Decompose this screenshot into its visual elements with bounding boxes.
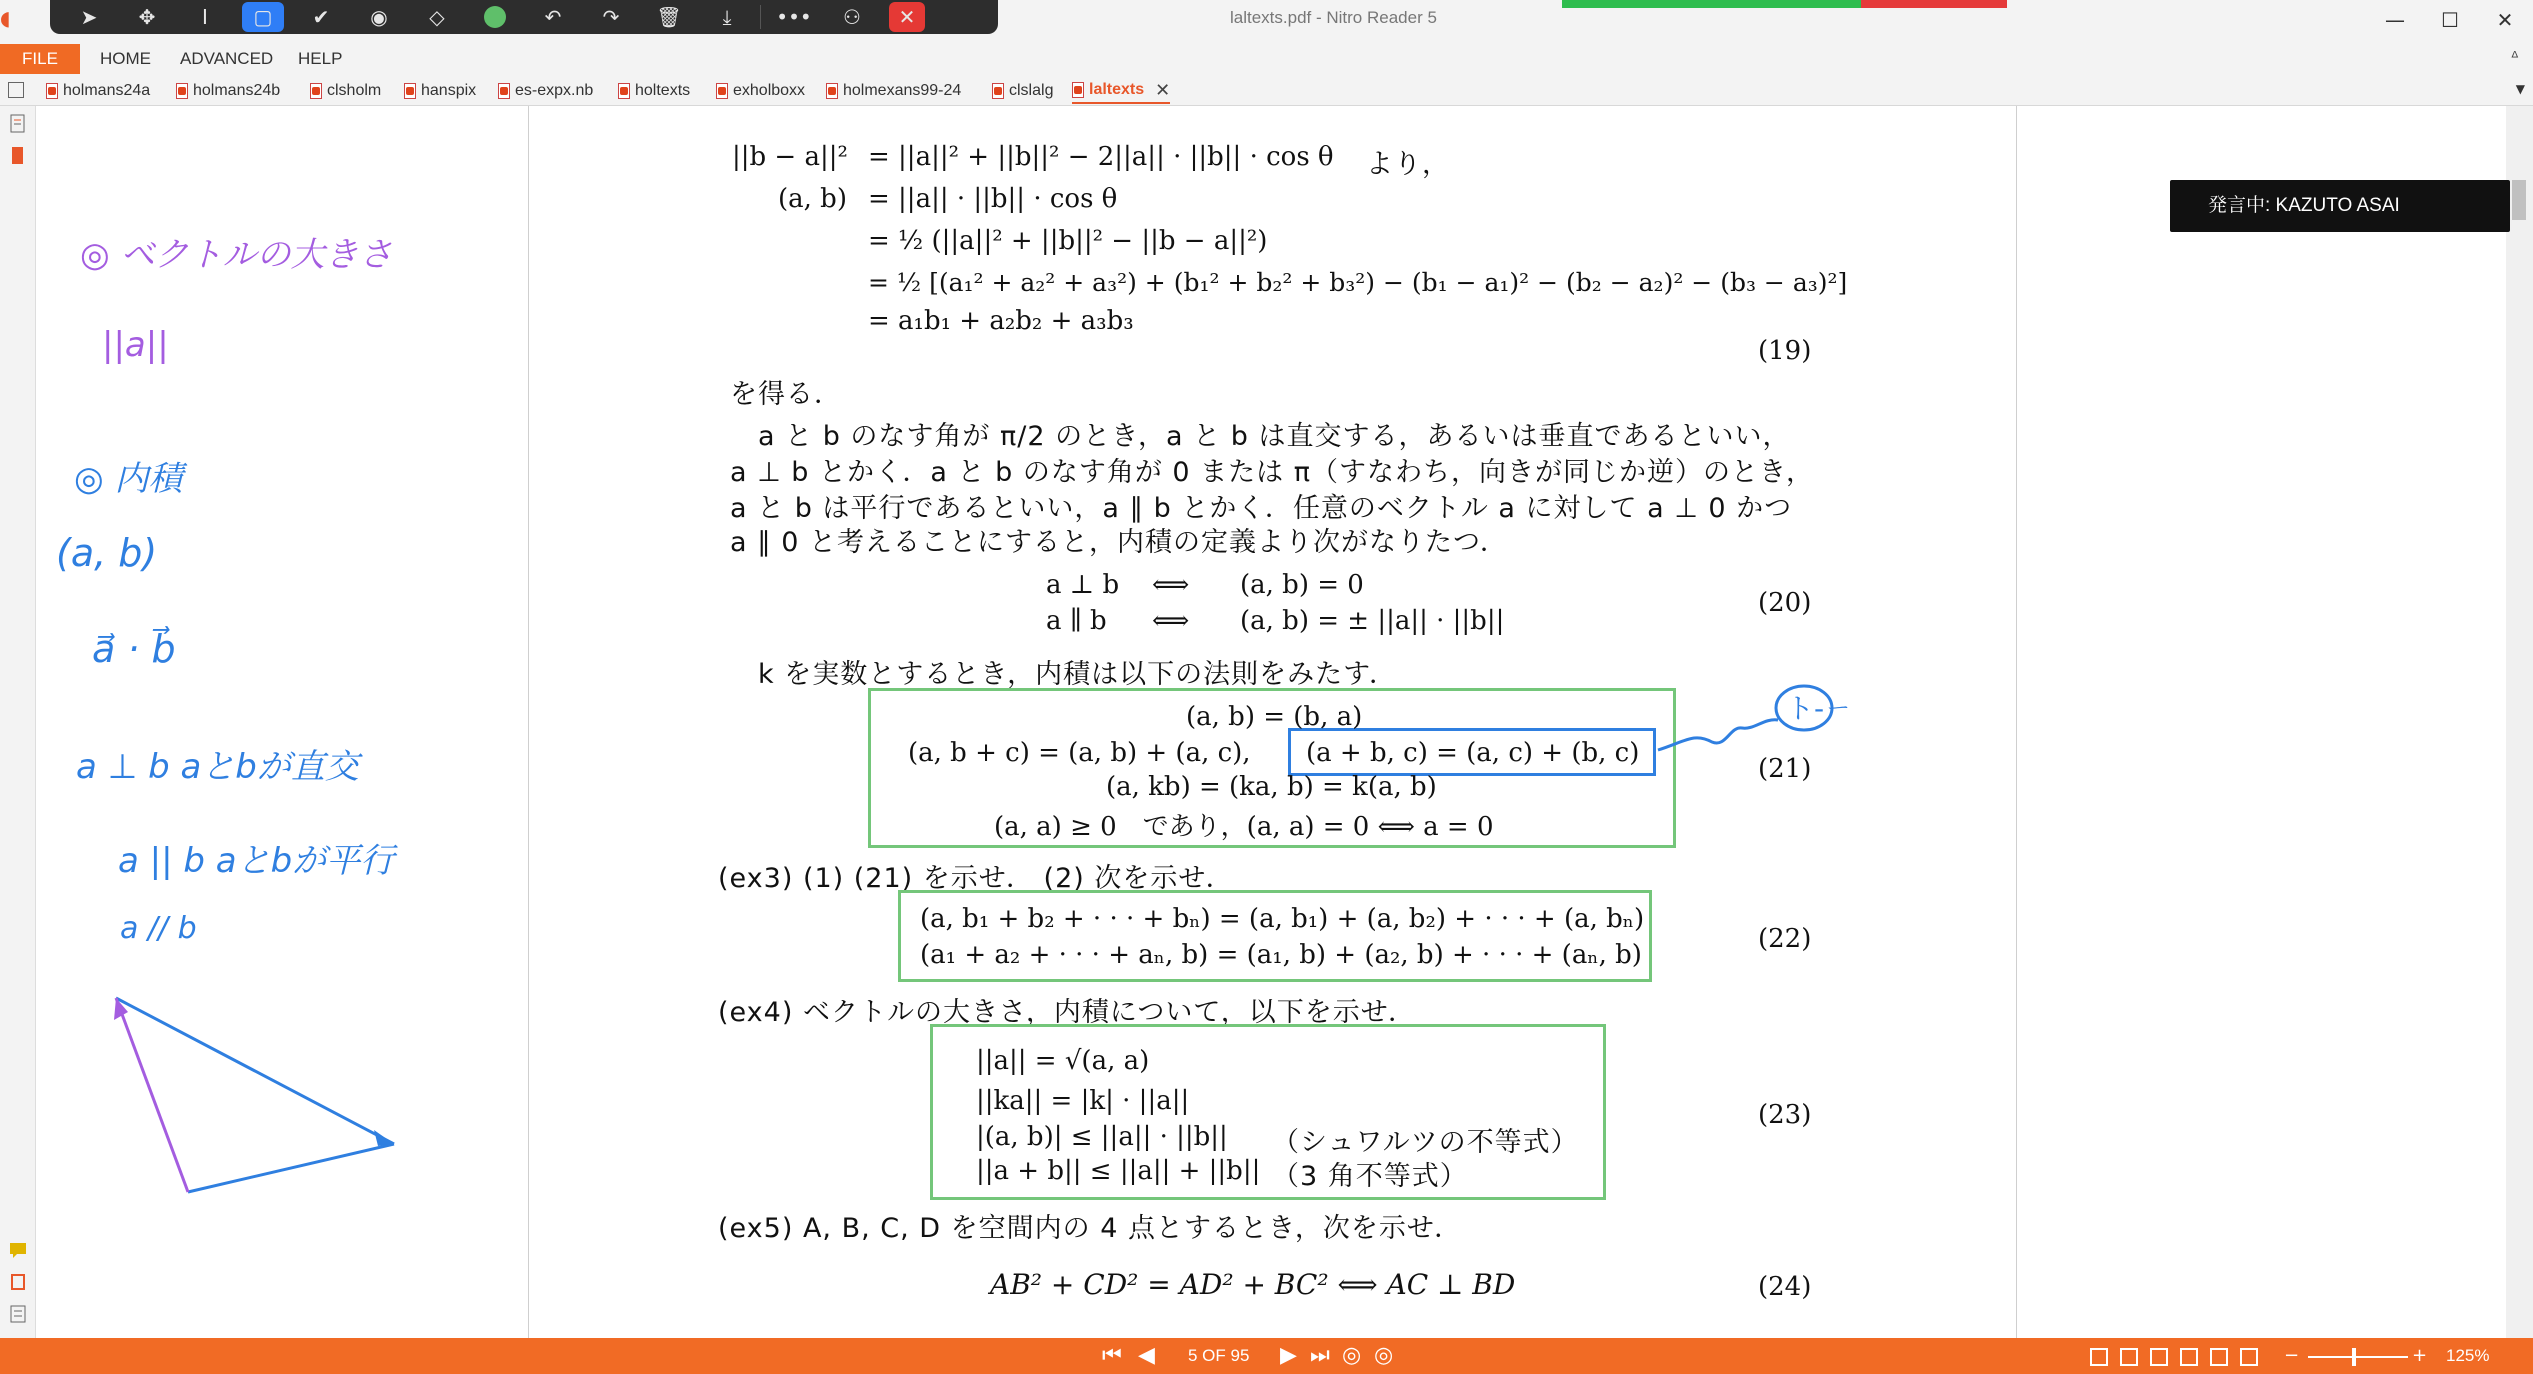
tab-label: es-expx.nb <box>515 82 594 99</box>
tab-clslalg[interactable] <box>992 78 1053 104</box>
trash-icon[interactable]: 🗑 <box>656 5 682 29</box>
check-icon[interactable]: ✔ <box>312 5 330 29</box>
tab-label: holmexans99-24 <box>843 82 962 99</box>
pages-panel-icon[interactable] <box>9 114 27 134</box>
tab-label: clslalg <box>1009 82 1054 99</box>
zoom-out-icon[interactable]: − <box>2284 1345 2300 1366</box>
pdf-icon <box>826 83 838 99</box>
eq20a-iff: ⟺ <box>1152 570 1190 600</box>
eq23-triangle: ||a + b|| ≤ ||a|| + ||b|| <box>976 1156 1261 1186</box>
paragraph-orthogonal-3: a と b は平行であるといい，a ∥ b とかく．任意のベクトル a に対して a ⊥ 0 かつ <box>730 493 1793 524</box>
file-menu[interactable]: FILE <box>0 44 80 74</box>
hw-vector-line-1 <box>116 998 394 1144</box>
zoom-level[interactable]: 125% <box>2446 1346 2490 1365</box>
tab-label: laltexts <box>1089 81 1145 98</box>
toolbar-divider <box>760 5 761 29</box>
fit-page-icon[interactable] <box>2240 1348 2258 1366</box>
hw-vector-line-3 <box>116 998 188 1192</box>
eq21-linearity-right: (a + b, c) = (a, c) + (b, c) <box>1306 738 1640 768</box>
pdf-icon <box>310 83 322 99</box>
eraser-icon[interactable]: ◇ <box>429 5 445 29</box>
ribbon-menu <box>0 40 2533 74</box>
eq23-schwarz-note: （シュワルツの不等式） <box>1272 1127 1579 1158</box>
eq23-schwarz: |(a, b)| ≤ ||a|| · ||b|| <box>976 1122 1228 1152</box>
paragraph-orthogonal-1: a と b のなす角が π/2 のとき，a と b は直交する，あるいは垂直であるといい， <box>758 421 1791 452</box>
eq-number-20: (20) <box>1758 588 1812 618</box>
hw-norm-a: ||a|| <box>102 325 169 365</box>
first-page-icon[interactable]: ⏮ <box>1102 1343 1122 1368</box>
speaker-indicator: 発言中: KAZUTO ASAI <box>2170 180 2510 232</box>
tab-hanspix[interactable] <box>404 78 476 104</box>
color-picker-icon[interactable] <box>466 2 524 32</box>
hw-pair-ab: (a, b) <box>56 531 158 575</box>
eq20b-rhs: (a, b) = ± ||a|| · ||b|| <box>1240 606 1505 636</box>
eq22-line1: (a, b₁ + b₂ + · · · + bₙ) = (a, b₁) + (a, b₂) + · · · + (a, bₙ) <box>920 904 1645 934</box>
eq19-line2-rhs: = ||a|| · ||b|| · cos θ <box>868 184 1118 214</box>
help-menu[interactable]: HELP <box>298 49 343 68</box>
eq23-triangle-note: （3 角不等式） <box>1272 1161 1468 1192</box>
eq-number-23: (23) <box>1758 1100 1812 1130</box>
pdf-icon <box>176 83 188 99</box>
eq19-yori: より， <box>1366 149 1450 180</box>
tab-holmans24b[interactable] <box>176 78 280 104</box>
blue-annotation-squiggle <box>1654 682 1853 752</box>
fit-width-icon[interactable] <box>2210 1348 2228 1366</box>
eq-number-21: (21) <box>1758 754 1812 784</box>
eq20b-iff: ⟺ <box>1152 606 1190 636</box>
document-tabs <box>0 74 2533 106</box>
eq24: AB² + CD² = AD² + BC² ⟺ AC ⊥ BD <box>990 1268 1516 1301</box>
left-sidebar <box>0 106 36 1338</box>
redo-icon[interactable]: ↷ <box>602 5 620 29</box>
scrollbar-thumb[interactable] <box>2512 180 2526 220</box>
eq-number-22: (22) <box>1758 924 1812 954</box>
text-cursor-icon[interactable]: I <box>202 5 208 29</box>
eq19-line5: = a₁b₁ + a₂b₂ + a₃b₃ <box>868 306 1134 336</box>
attachments-panel-icon[interactable] <box>9 1272 27 1292</box>
page-indicator[interactable]: 5 OF 95 <box>1188 1346 1250 1365</box>
paragraph-wo-eru: を得る． <box>730 379 842 410</box>
tab-exholboxx[interactable] <box>716 78 805 104</box>
ribbon-collapse-icon[interactable]: ᐞ <box>2510 48 2519 67</box>
eq21-positivity: (a, a) ≥ 0 であり，(a, a) = 0 ⟺ a = 0 <box>994 812 1494 842</box>
exercise-3: (ex3) (1) (21) を示せ． (2) 次を示せ． <box>718 863 1234 894</box>
undo-icon[interactable]: ↶ <box>544 5 562 29</box>
meeting-status-red <box>1861 0 2007 8</box>
pdf-icon <box>498 83 510 99</box>
tab-laltexts[interactable] <box>1072 78 1170 104</box>
annotation-toolbar <box>50 0 998 34</box>
page-edge-left <box>528 106 529 1338</box>
page-edge-right <box>2016 106 2017 1338</box>
tab-holmans24a[interactable] <box>46 78 150 104</box>
eq20b-lhs: a ∥ b <box>1046 606 1107 636</box>
single-page-view-icon[interactable] <box>2090 1348 2108 1366</box>
tab-label: holmans24a <box>63 82 151 99</box>
pdf-icon <box>1072 82 1084 98</box>
comments-panel-icon[interactable] <box>9 1240 27 1260</box>
hw-toi: ト-ㄧ <box>1786 692 1853 725</box>
eq19-line1-lhs: ||b − a||² <box>732 142 848 172</box>
paragraph-orthogonal-2: a ⊥ b とかく．a と b のなす角が 0 または π（すなわち，向きが同じか逆）のとき， <box>730 457 1814 488</box>
zoom-in-icon[interactable]: + <box>2412 1345 2428 1366</box>
tab-es-expx[interactable] <box>498 78 593 104</box>
tab-clsholm[interactable] <box>310 78 381 104</box>
eq19-line4: = ½ [(a₁² + a₂² + a₃²) + (b₁² + b₂² + b₃²) − (b₁ − a₁)² − (b₂ − a₂)² − (b₃ − a₃)²] <box>868 268 1848 297</box>
eq23-scalar-norm: ||ka|| = |k| · ||a|| <box>976 1086 1190 1116</box>
vertical-scrollbar[interactable] <box>2506 106 2533 1338</box>
eq20a-lhs: a ⊥ b <box>1046 570 1120 600</box>
share-icon[interactable]: ⚇ <box>843 5 861 29</box>
hw-vector-line-2 <box>188 1144 394 1192</box>
exercise-4: (ex4) ベクトルの大きさ，内積について，以下を示せ． <box>718 997 1416 1028</box>
pdf-icon <box>404 83 416 99</box>
tab-label: exholboxx <box>733 82 806 99</box>
zoom-slider[interactable] <box>2308 1356 2408 1358</box>
paragraph-orthogonal-4: a ∥ 0 と考えることにすると，内積の定義より次がなりたつ． <box>730 527 1508 558</box>
green-color-swatch <box>484 6 506 28</box>
rectangle-tool-icon[interactable]: ▢ <box>242 2 284 32</box>
eq22-line2: (a₁ + a₂ + · · · + aₙ, b) = (a₁, b) + (a₂, b) + · · · + (aₙ, b) <box>920 940 1642 970</box>
tab-label: holtexts <box>635 82 691 99</box>
advanced-menu[interactable]: ADVANCED <box>180 49 274 68</box>
eq19-line3: = ½ (||a||² + ||b||² − ||b − a||²) <box>868 226 1268 256</box>
continuous-view-icon[interactable] <box>2120 1348 2138 1366</box>
continuous-facing-view-icon[interactable] <box>2180 1348 2198 1366</box>
stamp-icon[interactable]: ◉ <box>370 5 388 29</box>
handwriting-layer <box>36 106 526 1338</box>
status-bar <box>0 1338 2533 1374</box>
move-icon[interactable]: ✥ <box>138 5 156 29</box>
eq-number-24: (24) <box>1758 1272 1812 1302</box>
bookmarks-panel-icon[interactable] <box>9 146 27 166</box>
exercise-5: (ex5) A, B, C, D を空間内の 4 点とするとき，次を示せ． <box>718 1213 1463 1244</box>
hw-dot-product: a⃗ · b⃗ <box>92 627 176 671</box>
eq19-line2-lhs: (a, b) <box>778 184 847 214</box>
eq23-norm: ||a|| = √(a, a) <box>976 1046 1150 1076</box>
close-window-button[interactable]: ✕ <box>2496 8 2514 32</box>
next-page-icon[interactable]: ▶ <box>1280 1343 1297 1368</box>
next-view-icon[interactable]: ◎ <box>1374 1343 1394 1368</box>
eq21-symmetry: (a, b) = (b, a) <box>1186 702 1363 732</box>
facing-view-icon[interactable] <box>2150 1348 2168 1366</box>
previous-view-icon[interactable]: ◎ <box>1342 1343 1362 1368</box>
chevron-down-icon[interactable]: ▼ <box>2515 82 2525 96</box>
hw-perpendicular: a ⊥ b aとbが直交 <box>76 747 359 787</box>
eq19-line1-rhs: = ||a||² + ||b||² − 2||a|| · ||b|| · cos θ <box>868 142 1334 172</box>
select-arrow-icon[interactable]: ➤ <box>80 5 98 29</box>
paragraph-inner-product-laws: k を実数とするとき，内積は以下の法則をみたす． <box>758 659 1397 690</box>
minimize-button[interactable]: — <box>2385 8 2405 32</box>
maximize-button[interactable]: ☐ <box>2441 8 2459 32</box>
pdf-icon <box>46 83 58 99</box>
window-title: laltexts.pdf - Nitro Reader 5 <box>1230 8 1437 27</box>
tab-list-icon[interactable] <box>8 82 24 98</box>
pdf-icon <box>618 83 630 99</box>
close-tab-icon[interactable]: ✕ <box>1155 79 1171 100</box>
meeting-status-strip <box>1562 0 2007 8</box>
nitro-logo-icon: ◖ <box>0 6 11 30</box>
fields-panel-icon[interactable] <box>9 1304 27 1324</box>
previous-page-icon[interactable]: ◀ <box>1138 1343 1155 1368</box>
tab-holtexts[interactable] <box>618 78 690 104</box>
hw-vector-magnitude: ◎ ベクトルの大きさ <box>80 235 393 275</box>
tab-holmexans99-24[interactable] <box>826 78 961 104</box>
eq20a-rhs: (a, b) = 0 <box>1240 570 1364 600</box>
zoom-slider-thumb[interactable] <box>2352 1348 2356 1366</box>
more-icon[interactable]: ••• <box>776 5 812 29</box>
pdf-icon <box>992 83 1004 99</box>
home-menu[interactable]: HOME <box>100 49 151 68</box>
tab-label: holmans24b <box>193 82 281 99</box>
eq21-linearity-left: (a, b + c) = (a, b) + (a, c), <box>908 738 1251 768</box>
eq-number-19: (19) <box>1758 336 1812 366</box>
hw-parallel: a || b aとbが平行 <box>118 841 395 881</box>
hw-parallel-alt: a // b <box>120 911 197 946</box>
pdf-icon <box>716 83 728 99</box>
download-icon[interactable]: ⤓ <box>722 5 732 29</box>
last-page-icon[interactable]: ⏭ <box>1310 1343 1330 1368</box>
hw-inner-product: ◎ 内積 <box>74 459 183 499</box>
close-annotation-icon[interactable]: ✕ <box>889 2 925 32</box>
tab-label: hanspix <box>421 82 477 99</box>
eq21-scalar: (a, kb) = (ka, b) = k(a, b) <box>1106 772 1437 802</box>
tab-label: clsholm <box>327 82 382 99</box>
